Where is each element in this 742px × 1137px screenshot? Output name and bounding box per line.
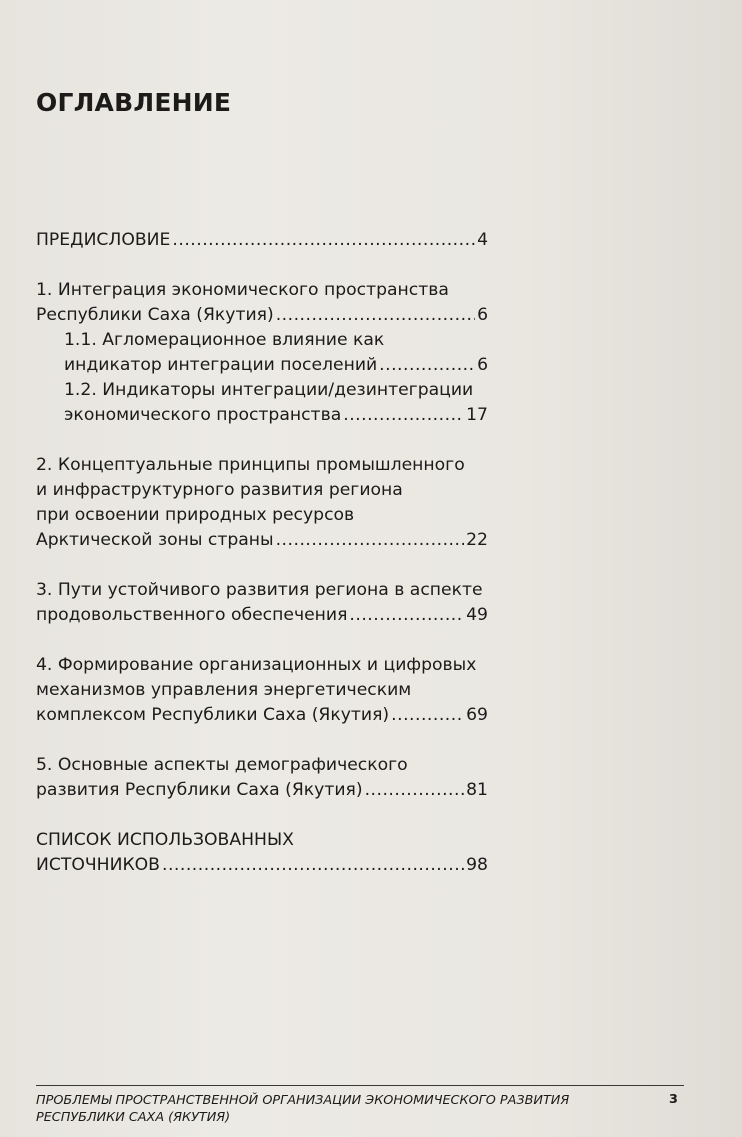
toc-entry-title: экономического пространства [64,405,342,425]
toc-page-number: 81 [466,780,488,800]
toc-leader-dots [276,303,475,328]
page-number: 3 [669,1092,678,1107]
toc-leader-dots [172,228,475,253]
toc-leader-dots [162,853,464,878]
toc-entry-title: развития Республики Саха (Якутия) [36,780,363,800]
toc-page-number: 4 [477,230,488,250]
toc-entry-title: индикатор интеграции поселений [64,355,378,375]
toc-leader-dots [276,528,465,553]
footer-title-line-1: ПРОБЛЕМЫ ПРОСТРАНСТВЕННОЙ ОРГАНИЗАЦИИ ЭКОНОМИЧЕСКОГО РАЗВИТИЯ [36,1093,570,1108]
toc-entry-title: комплексом Республики Саха (Якутия) [36,705,390,725]
toc-entry-title: продовольственного обеспечения [36,605,348,625]
toc-entry-section-1-1 [36,328,488,378]
toc-entry-chapter-2 [36,453,488,553]
toc-entry-title: Арктической зоны страны [36,530,274,550]
toc-entry-title: 2. Концептуальные принципы промышленного [36,455,465,475]
toc-entry-chapter-1 [36,278,488,328]
toc-page-number: 69 [466,705,488,725]
toc-entry-preface [36,228,488,253]
toc-entry-title: ИСТОЧНИКОВ [36,855,160,875]
footer-divider [36,1085,684,1086]
footer-title-line-2: РЕСПУБЛИКИ САХА (ЯКУТИЯ) [36,1110,231,1125]
toc-page-number: 6 [477,355,488,375]
toc-entry-title: механизмов управления энергетическим [36,680,412,700]
toc-entry-section-1-2 [36,378,488,428]
toc-entry-references [36,828,488,878]
toc-entry-title: ПРЕДИСЛОВИЕ [36,230,171,250]
toc-entry-title: СПИСОК ИСПОЛЬЗОВАННЫХ [36,830,294,850]
toc-leader-dots [343,403,464,428]
toc-entry-title: 1.2. Индикаторы интеграции/дезинтеграции [64,380,474,400]
toc-leader-dots [379,353,475,378]
toc-entry-title: 5. Основные аспекты демографического [36,755,408,775]
running-footer [36,1092,656,1126]
toc-entry-title: и инфраструктурного развития региона [36,480,403,500]
page-title: ОГЛАВЛЕНИЕ [36,88,232,117]
toc-page-number: 22 [466,530,488,550]
toc-leader-dots [391,703,464,728]
toc-entry-chapter-4 [36,653,488,728]
toc-entry-title: 3. Пути устойчивого развития региона в аспекте [36,580,483,600]
toc-entry-title: при освоении природных ресурсов [36,505,355,525]
toc-entry-title: 1.1. Агломерационное влияние как [64,330,385,350]
table-of-contents [36,228,488,878]
toc-page-number: 17 [466,405,488,425]
toc-leader-dots [349,603,464,628]
toc-entry-chapter-5 [36,753,488,803]
toc-page-number: 98 [466,855,488,875]
toc-leader-dots [365,778,465,803]
toc-page-number: 49 [466,605,488,625]
toc-entry-title: 1. Интеграция экономического пространства [36,280,449,300]
toc-entry-chapter-3 [36,578,488,628]
toc-entry-title: 4. Формирование организационных и цифровых [36,655,477,675]
toc-entry-title: Республики Саха (Якутия) [36,305,274,325]
toc-page-number: 6 [477,305,488,325]
